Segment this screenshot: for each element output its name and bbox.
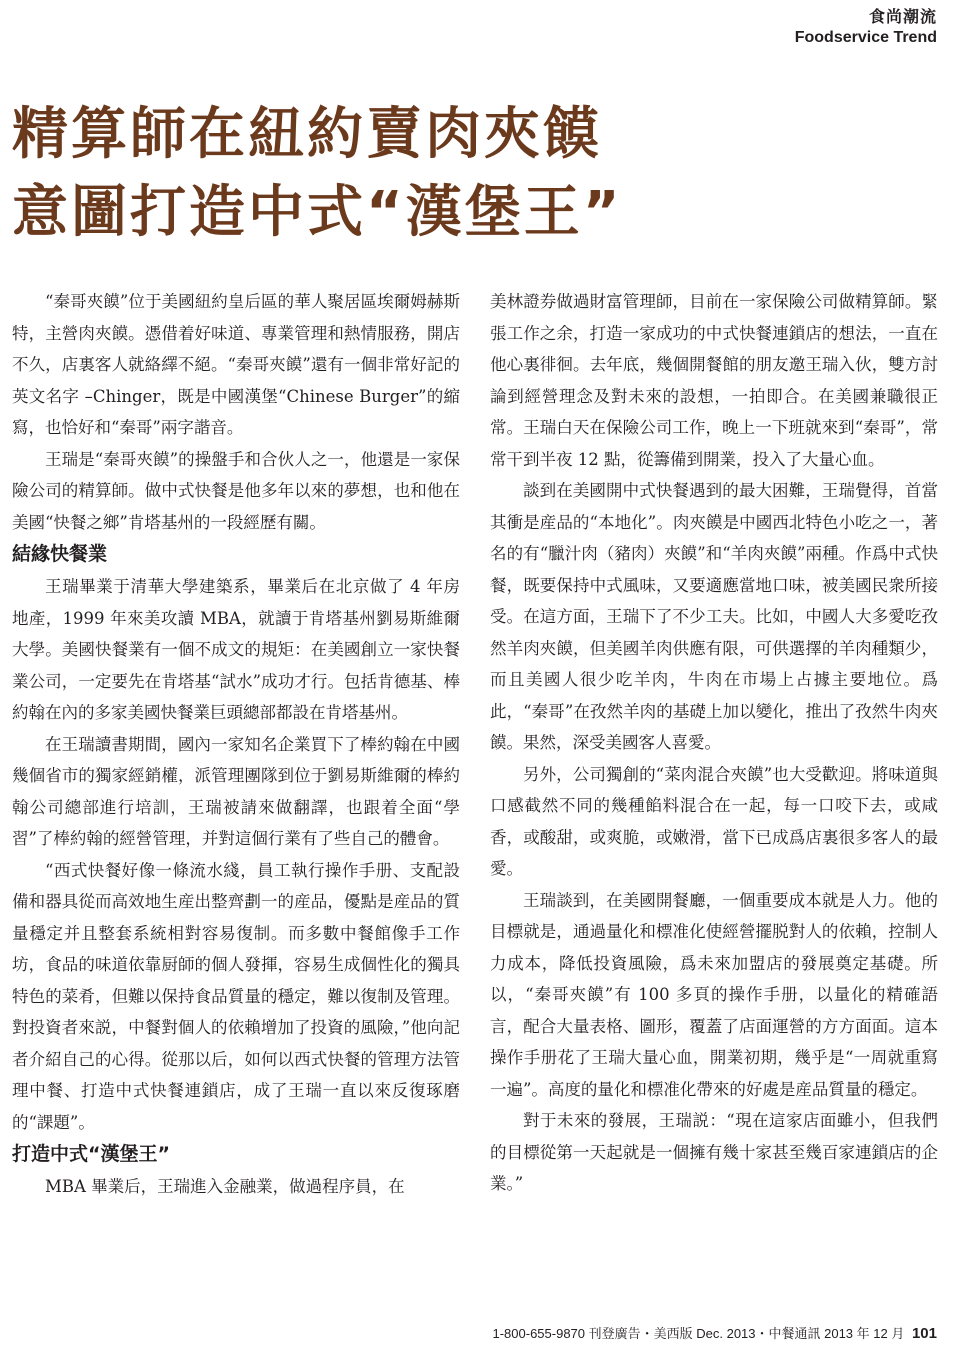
paragraph-continued: 美林證券做過財富管理師，目前在一家保險公司做精算師。緊張工作之余，打造一家成功的中式快餐連鎖店的想法，一直在他心裏徘徊。去年底，幾個開餐館的朋友邀王瑞入伙，雙方討論到經營理念及對未來的設想，一拍即合。在美國兼職很正常。王瑞白天在保險公司工作，晚上一下班就來到“秦哥”，常常干到半夜 12 點，從籌備到開業，投入了大量心血。	[490, 292, 938, 469]
section-label-en: Foodservice Trend	[794, 29, 937, 46]
paragraph: 談到在美國開中式快餐遇到的最大困難，王瑞覺得，首當其衝是産品的“本地化”。肉夾饃是中國西北特色小吃之一，著名的有“臘汁肉（豬肉）夾饃”和“羊肉夾饃”兩種。作爲中式快餐，既要保持中式風味，又要適應當地口味，被美國民衆所接受。在這方面，王瑞下了不少工夫。比如，中國人大多愛吃孜然羊肉夾饃，但美國羊肉供應有限，可供選擇的羊肉種類少，而且美國人很少吃羊肉，牛肉在市場上占據主要地位。爲此，“秦哥”在孜然羊肉的基礎上加以變化，推出了孜然牛肉夾饃。果然，深受美國客人喜愛。	[490, 481, 938, 752]
page-number: 101	[911, 1325, 937, 1342]
paragraph: 王瑞是“秦哥夾饃”的操盤手和合伙人之一，他還是一家保險公司的精算師。做中式快餐是他多年以來的夢想，也和他在美國“快餐之鄉”肯塔基州的一段經歷有關。	[12, 449, 460, 532]
title-line-2: 意圖打造中式“漢堡王”	[12, 180, 623, 245]
paragraph: 王瑞談到，在美國開餐廳，一個重要成本就是人力。他的目標就是，通過量化和標准化使經營擺脱對人的依賴，控制人力成本，降低投資風險，爲未來加盟店的發展奠定基礎。所以，“秦哥夾饃”有 100 多頁的操作手册，以量化的精確語言，配合大量表格、圖形，覆蓋了店面運營的方方面面。這本操作手册花了王瑞大量心血，開業初期，幾乎是“一周就重寫一遍”。高度的量化和標准化帶來的好處是産品質量的穩定。	[490, 890, 938, 1099]
section-label-zh: 食尚潮流	[868, 7, 937, 26]
paragraph: 王瑞畢業于清華大學建築系，畢業后在北京做了 4 年房地產，1999 年來美攻讀 MBA，就讀于肯塔基州劉易斯維爾大學。美國快餐業有一個不成文的規矩：在美國創立一家快餐業公司，一定要先在肯塔基“試水”成功才行。包括肯德基、棒約翰在內的多家美國快餐業巨頭總部都設在肯塔基州。	[12, 577, 460, 722]
title-line-1: 精算師在紐約賣肉夾饃	[12, 102, 602, 167]
paragraph: “秦哥夾饃”位于美國紐約皇后區的華人聚居區埃爾姆赫斯特，主營肉夾饃。憑借着好味道、專業管理和熱情服務，開店不久，店裏客人就絡繹不絕。“秦哥夾饃”還有一個非常好記的英文名字 –Chinger，既是中國漢堡“Chinese Burger”的縮寫，也恰好和“秦哥”兩字諧音。	[12, 292, 460, 437]
footer-text: 1-800-655-9870 刊登廣告・美西版 Dec. 2013・中餐通訊 2013 年 12 月	[492, 1326, 905, 1341]
left-column	[12, 286, 460, 1203]
article-title	[12, 96, 932, 252]
right-column	[490, 286, 938, 1200]
paragraph: 在王瑞讀書期間，國內一家知名企業買下了棒約翰在中國幾個省市的獨家經銷權，派管理團隊到位于劉易斯維爾的棒約翰公司總部進行培訓，王瑞被請來做翻譯，也跟着全面“學習”了棒約翰的經營管理，并對這個行業有了些自己的體會。	[12, 734, 460, 848]
paragraph: MBA 畢業后，王瑞進入金融業，做過程序員，在	[45, 1177, 405, 1196]
paragraph: 另外，公司獨創的“菜肉混合夾饃”也大受歡迎。將味道與口感截然不同的幾種餡料混合在一起，每一口咬下去，或咸香，或酸甜，或爽脆，或嫩滑，當下已成爲店裏很多客人的最愛。	[490, 764, 938, 878]
section-heading: 打造中式“漢堡王”	[12, 1143, 170, 1165]
paragraph: 對于未來的發展，王瑞説：“現在這家店面雖小，但我們的目標從第一天起就是一個擁有幾十家甚至幾百家連鎖店的企業。”	[490, 1111, 938, 1193]
paragraph: “西式快餐好像一條流水綫，員工執行操作手册、支配設備和器具從而高效地生産出整齊劃一的産品，優點是産品的質量穩定并且整套系統相對容易復制。而多數中餐館像手工作坊，食品的味道依靠厨師的個人發揮，容易生成個性化的獨具特色的菜肴，但難以保持食品質量的穩定，難以復制及管理。對投資者來説，中餐對個人的依賴增加了投資的風險，”他向記者介紹自己的心得。從那以后，如何以西式快餐的管理方法管理中餐、打造中式快餐連鎖店，成了王瑞一直以來反復琢磨的“課題”。	[12, 860, 460, 1132]
page-footer	[493, 1323, 938, 1342]
section-heading: 結緣快餐業	[12, 543, 108, 565]
